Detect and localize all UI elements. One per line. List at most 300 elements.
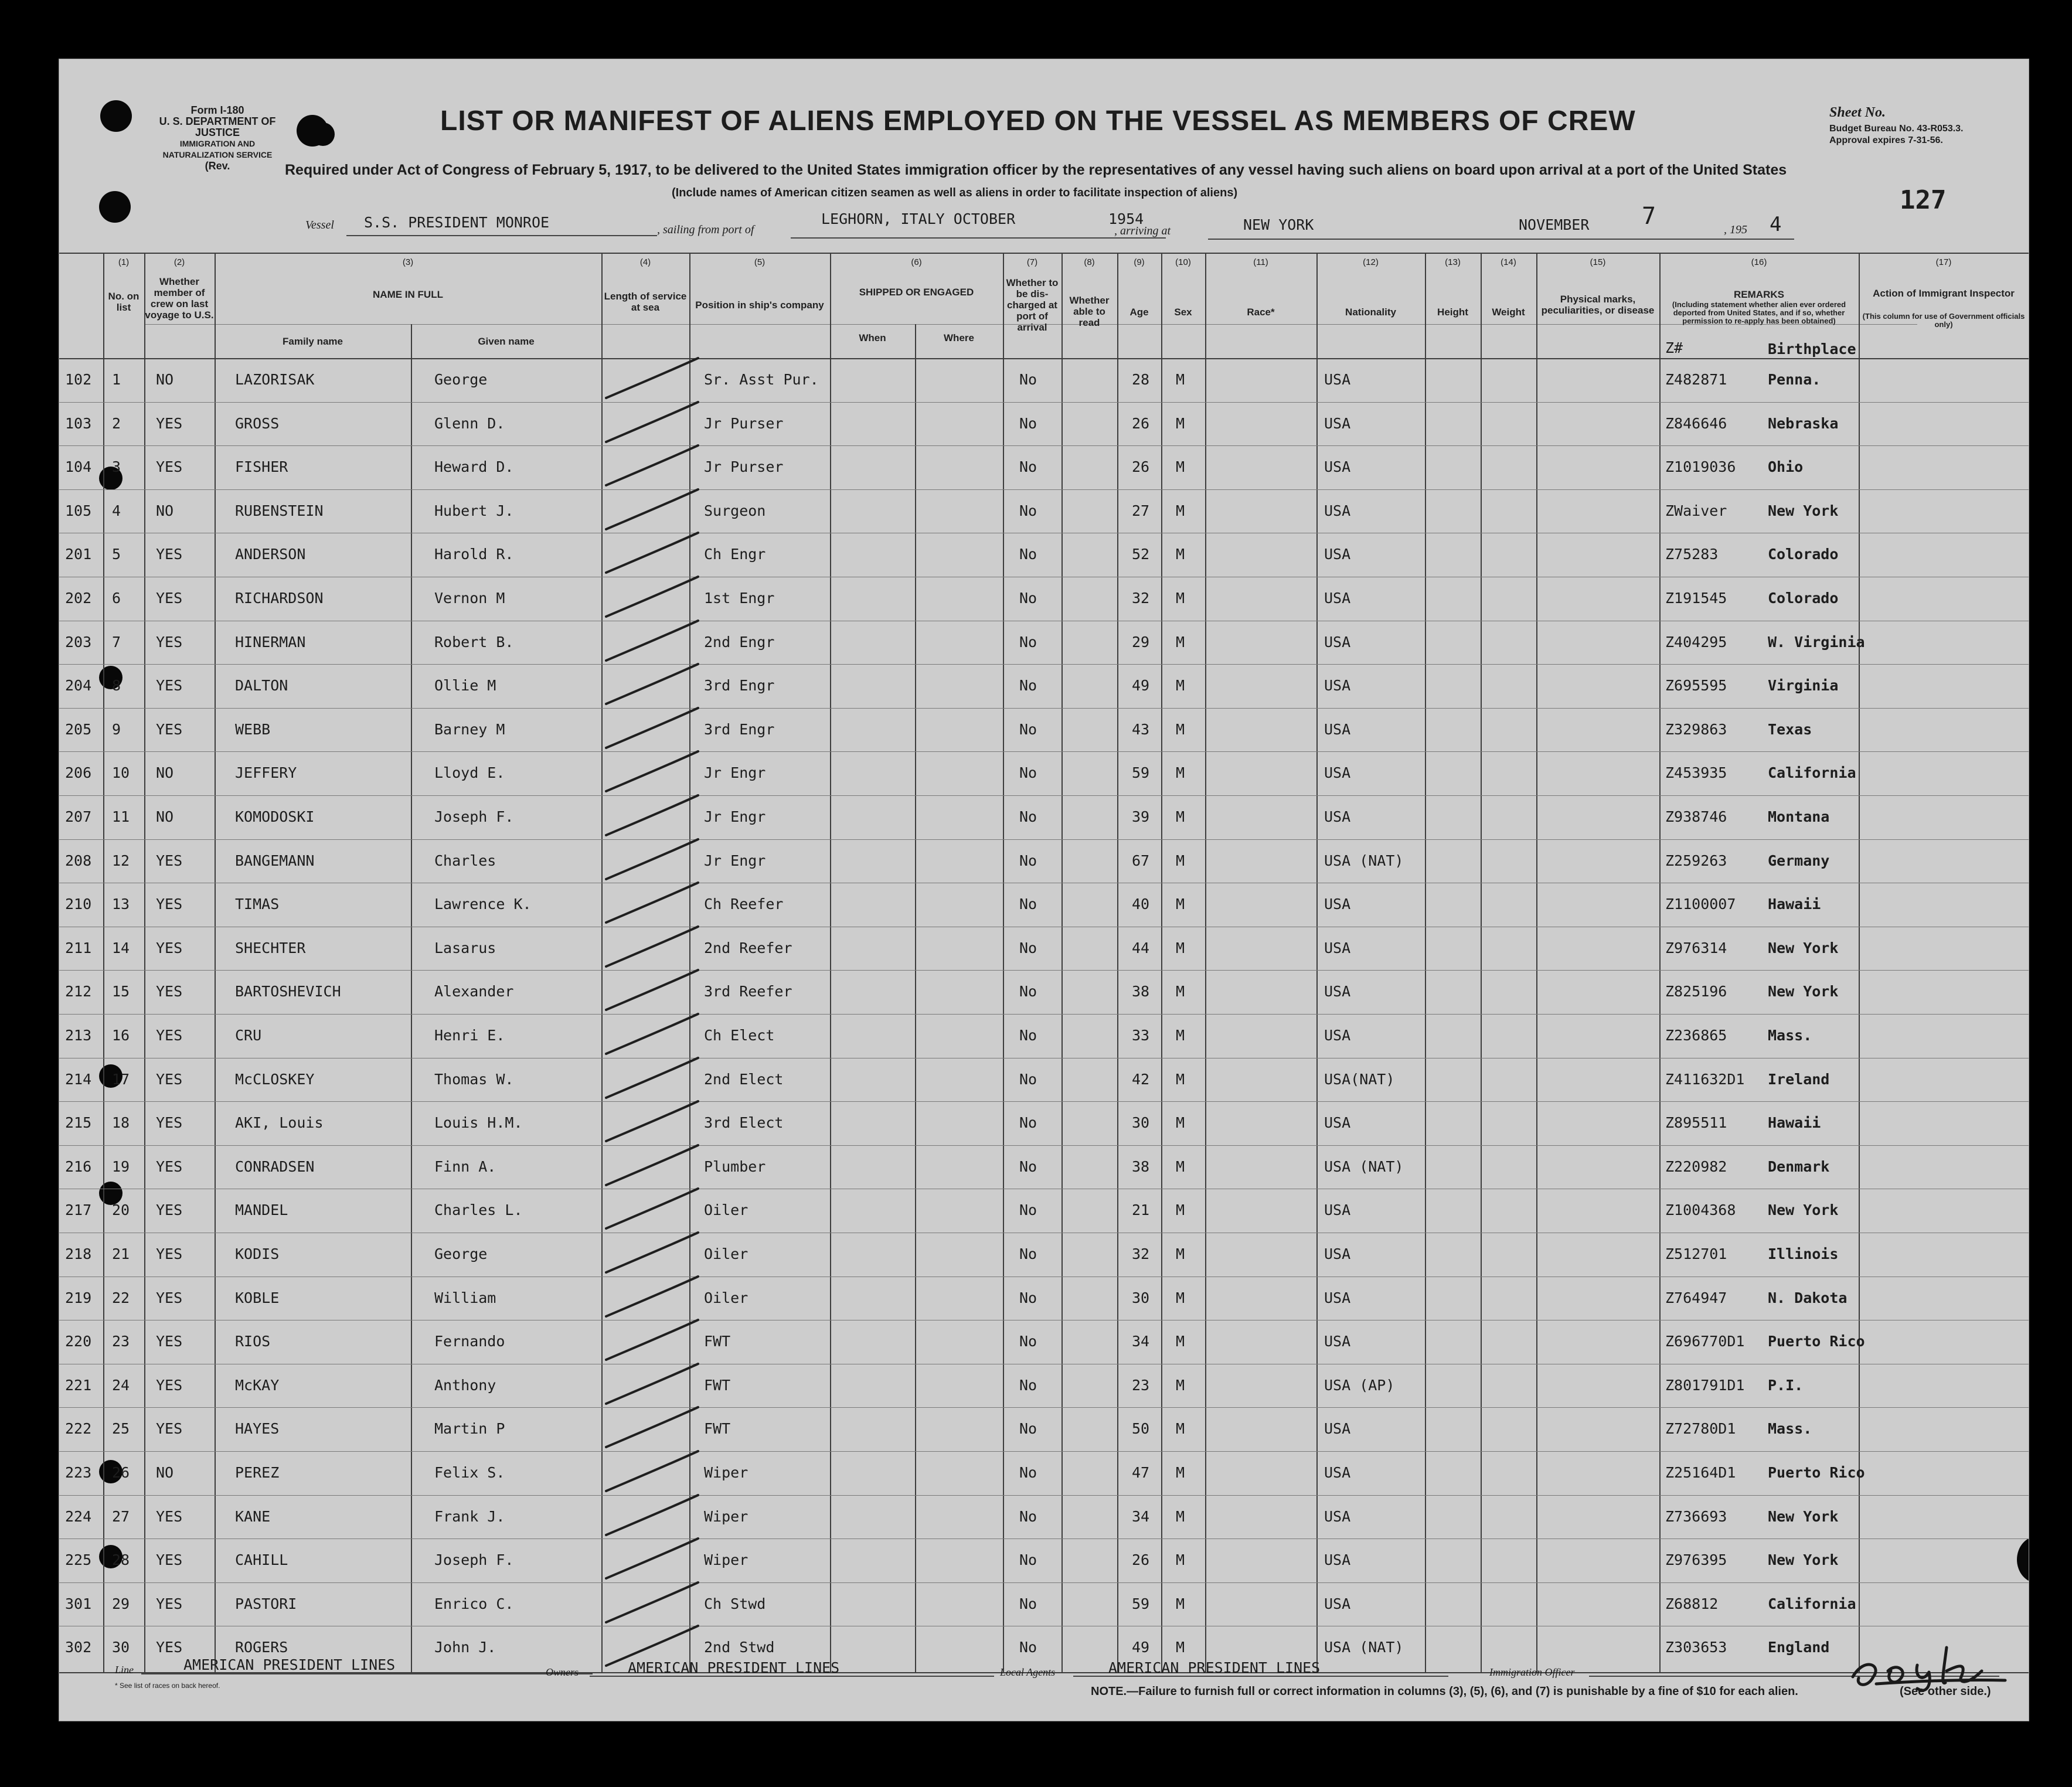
crew-age: 29 [1132,633,1150,651]
crew-family-name: BARTOSHEVICH [235,983,341,1000]
crew-discharged: No [1019,1376,1037,1394]
crew-previous-voyage: YES [156,852,183,869]
crew-sex: M [1176,1639,1185,1656]
crew-position: Jr Purser [704,414,784,432]
crew-family-name: KANE [235,1507,271,1525]
immigration-officer-label: Immigration Officer [1489,1666,1575,1678]
header-sex: Sex [1174,307,1192,318]
crew-line-code: 206 [65,764,92,782]
crew-family-name: CONRADSEN [235,1158,315,1175]
crew-z-number: Z72780D1 [1665,1420,1736,1438]
crew-nationality: USA (AP) [1324,1376,1395,1394]
crew-number: 6 [112,590,121,607]
crew-nationality: USA [1324,896,1351,913]
crew-z-number: Z191545 [1665,590,1727,607]
crew-nationality: USA [1324,1333,1351,1350]
crew-z-number: Z512701 [1665,1245,1727,1262]
crew-discharged: No [1019,458,1037,476]
crew-position: FWT [704,1420,731,1438]
crew-number: 13 [112,896,130,913]
crew-z-number: Z764947 [1665,1289,1727,1306]
crew-line-code: 202 [65,590,92,607]
row-divider [59,1582,2029,1583]
row-divider [59,1014,2029,1015]
crew-nationality: USA [1324,808,1351,825]
crew-family-name: KOMODOSKI [235,808,315,825]
header-action-of-inspector: Action of Immigrant Inspector [1873,288,2015,299]
crew-age: 59 [1132,764,1150,782]
header-family-name: Family name [283,336,343,347]
crew-age: 30 [1132,1114,1150,1132]
header-nationality: Nationality [1345,307,1396,318]
row-divider [59,402,2029,403]
crew-previous-voyage: YES [156,677,183,695]
crew-birthplace: New York [1768,502,1839,519]
crew-given-name: Enrico C. [434,1595,514,1612]
header-no-on-list: No. on list [108,291,140,313]
crew-nationality: USA [1324,1595,1351,1612]
header-physical-marks: Physical marks, peculiarities, or disease [1541,294,1655,316]
column-number: (9) [1134,257,1145,267]
crew-age: 23 [1132,1376,1150,1394]
crew-birthplace: New York [1768,1551,1839,1569]
crew-number: 17 [112,1070,130,1088]
crew-position: 2nd Elect [704,1070,784,1088]
crew-sex: M [1176,1376,1185,1394]
crew-previous-voyage: YES [156,458,183,476]
crew-z-number: Z68812 [1665,1595,1719,1612]
crew-line-code: 207 [65,808,92,825]
header-weight: Weight [1492,307,1525,318]
crew-line-code: 302 [65,1639,92,1656]
year-prefix: , 195 [1724,223,1747,236]
crew-number: 18 [112,1114,130,1132]
crew-number: 1 [112,371,121,388]
crew-discharged: No [1019,1114,1037,1132]
crew-position: Jr Purser [704,458,784,476]
crew-birthplace: California [1768,764,1856,782]
crew-age: 47 [1132,1464,1150,1481]
crew-line-code: 208 [65,852,92,869]
crew-age: 50 [1132,1420,1150,1438]
sailing-year: 1954 [1108,210,1144,227]
row-divider [59,751,2029,752]
header-discharged: Whether to be dis-charged at port of arrival [1006,277,1059,333]
crew-position: 3rd Reefer [704,983,792,1000]
crew-nationality: USA [1324,764,1351,782]
arrival-port: NEW YORK [1243,216,1314,233]
crew-nationality: USA [1324,1027,1351,1044]
crew-age: 42 [1132,1070,1150,1088]
crew-sex: M [1176,939,1185,957]
crew-given-name: Joseph F. [434,1551,514,1569]
crew-position: 2nd Reefer [704,939,792,957]
crew-age: 49 [1132,1639,1150,1656]
crew-given-name: George [434,371,488,388]
crew-discharged: No [1019,414,1037,432]
crew-birthplace: Ireland [1768,1070,1830,1088]
column-number: (11) [1253,257,1268,267]
header-where: Where [944,332,974,343]
crew-number: 14 [112,939,130,957]
crew-line-code: 203 [65,633,92,651]
crew-age: 26 [1132,1551,1150,1569]
owners-value: AMERICAN PRESIDENT LINES [628,1659,840,1676]
form-subtitle: Required under Act of Congress of February 5, 1917, to be delivered to the United States immigration officer by the representatives of any vessel having such aliens on board upon arrival at a port of the United States [285,162,1787,178]
revision-label: (Rev. [205,160,230,172]
crew-previous-voyage: YES [156,1333,183,1350]
crew-sex: M [1176,983,1185,1000]
crew-number: 5 [112,546,121,563]
crew-age: 32 [1132,590,1150,607]
form-subnote: (Include names of American citizen seamen as well as aliens in order to facilitate inspection of aliens) [672,186,1238,199]
crew-nationality: USA [1324,1114,1351,1132]
crew-birthplace: Penna. [1768,371,1821,388]
crew-given-name: Alexander [434,983,514,1000]
crew-discharged: No [1019,983,1037,1000]
header-remarks: REMARKS [1734,289,1784,300]
crew-number: 26 [112,1464,130,1481]
crew-given-name: Anthony [434,1376,496,1394]
crew-line-code: 211 [65,939,92,957]
sailing-label: , sailing from port of [657,223,754,236]
crew-birthplace: Montana [1768,808,1830,825]
crew-nationality: USA [1324,983,1351,1000]
crew-z-number: Z976314 [1665,939,1727,957]
crew-line-code: 212 [65,983,92,1000]
crew-previous-voyage: NO [156,808,174,825]
crew-previous-voyage: YES [156,939,183,957]
crew-position: Ch Elect [704,1027,775,1044]
crew-z-number: Z1019036 [1665,458,1736,476]
crew-line-code: 219 [65,1289,92,1306]
header-position: Position in ship's company [695,299,824,311]
crew-z-number: Z482871 [1665,371,1727,388]
header-height: Height [1437,307,1468,318]
row-divider [59,1495,2029,1496]
see-other-side: (See other side.) [1900,1685,1991,1698]
crew-position: 3rd Engr [704,677,775,695]
line-label: Line [115,1664,134,1676]
crew-line-code: 210 [65,896,92,913]
row-divider [59,1538,2029,1539]
crew-age: 39 [1132,808,1150,825]
crew-sex: M [1176,1158,1185,1175]
header-given-name: Given name [478,336,535,347]
crew-line-code: 220 [65,1333,92,1350]
crew-position: Surgeon [704,502,766,519]
crew-age: 21 [1132,1201,1150,1219]
crew-birthplace: New York [1768,1507,1839,1525]
crew-line-code: 218 [65,1245,92,1262]
crew-previous-voyage: NO [156,502,174,519]
crew-previous-voyage: YES [156,1595,183,1612]
crew-line-code: 213 [65,1027,92,1044]
header-whether-member: Whether member of crew on last voyage to U.S. [145,276,214,321]
crew-previous-voyage: YES [156,590,183,607]
sheet-number-label: Sheet No. [1829,105,1886,120]
crew-position: 2nd Engr [704,633,775,651]
crew-z-number: Z1100007 [1665,896,1736,913]
page-number: 127 [1900,185,1947,215]
owners-label: Owners [546,1666,579,1678]
crew-family-name: PASTORI [235,1595,297,1612]
crew-z-number: Z1004368 [1665,1201,1736,1219]
local-agents-label: Local Agents [1000,1666,1056,1678]
crew-previous-voyage: YES [156,1420,183,1438]
crew-birthplace: England [1768,1639,1830,1656]
crew-number: 11 [112,808,130,825]
crew-family-name: HINERMAN [235,633,306,651]
line-value: AMERICAN PRESIDENT LINES [183,1656,396,1673]
column-number: (7) [1026,257,1038,267]
crew-previous-voyage: YES [156,1507,183,1525]
crew-position: 2nd Stwd [704,1639,775,1656]
crew-family-name: PEREZ [235,1464,280,1481]
crew-given-name: Lloyd E. [434,764,505,782]
crew-age: 40 [1132,896,1150,913]
row-divider [59,708,2029,709]
crew-sex: M [1176,1420,1185,1438]
crew-nationality: USA [1324,720,1351,738]
crew-given-name: William [434,1289,496,1306]
local-agents-value: AMERICAN PRESIDENT LINES [1108,1659,1321,1676]
crew-birthplace: Hawaii [1768,1114,1821,1132]
column-number: (17) [1935,257,1952,267]
crew-position: Plumber [704,1158,766,1175]
column-number: (2) [173,257,185,267]
crew-nationality: USA [1324,1507,1351,1525]
crew-line-code: 221 [65,1376,92,1394]
column-number: (16) [1751,257,1767,267]
crew-position: Wiper [704,1551,748,1569]
crew-given-name: Fernando [434,1333,505,1350]
crew-previous-voyage: YES [156,896,183,913]
crew-sex: M [1176,1245,1185,1262]
crew-number: 30 [112,1639,130,1656]
crew-given-name: Heward D. [434,458,514,476]
crew-age: 44 [1132,939,1150,957]
crew-position: Jr Engr [704,808,766,825]
crew-age: 49 [1132,677,1150,695]
crew-sex: M [1176,1027,1185,1044]
crew-previous-voyage: YES [156,1027,183,1044]
crew-position: Oiler [704,1289,748,1306]
arrival-year-digit: 4 [1770,213,1782,236]
arriving-label: , arriving at [1114,224,1171,237]
crew-line-code: 201 [65,546,92,563]
crew-nationality: USA [1324,546,1351,563]
crew-nationality: USA [1324,458,1351,476]
header-when: When [859,332,886,343]
crew-birthplace: N. Dakota [1768,1289,1848,1306]
crew-discharged: No [1019,1289,1037,1306]
crew-number: 24 [112,1376,130,1394]
crew-previous-voyage: YES [156,1376,183,1394]
row-divider [59,1407,2029,1408]
crew-previous-voyage: YES [156,1551,183,1569]
crew-nationality: USA [1324,1201,1351,1219]
crew-position: Wiper [704,1507,748,1525]
crew-discharged: No [1019,1420,1037,1438]
crew-previous-voyage: NO [156,764,174,782]
crew-number: 29 [112,1595,130,1612]
crew-family-name: SHECHTER [235,939,306,957]
crew-number: 21 [112,1245,130,1262]
remarks-birthplace-label: Birthplace [1768,341,1856,358]
crew-birthplace: New York [1768,939,1839,957]
crew-family-name: ANDERSON [235,546,306,563]
crew-birthplace: Illinois [1768,1245,1839,1262]
crew-number: 10 [112,764,130,782]
crew-given-name: Glenn D. [434,414,505,432]
crew-family-name: McCLOSKEY [235,1070,315,1088]
crew-sex: M [1176,1289,1185,1306]
crew-z-number: Z895511 [1665,1114,1727,1132]
crew-z-number: Z25164D1 [1665,1464,1736,1481]
crew-line-code: 215 [65,1114,92,1132]
crew-z-number: Z75283 [1665,546,1719,563]
column-number: (13) [1445,257,1461,267]
crew-previous-voyage: YES [156,1289,183,1306]
arrival-month: NOVEMBER [1519,216,1590,233]
crew-discharged: No [1019,1201,1037,1219]
crew-family-name: JEFFERY [235,764,297,782]
crew-discharged: No [1019,808,1037,825]
crew-sex: M [1176,1507,1185,1525]
crew-nationality: USA [1324,414,1351,432]
crew-age: 27 [1132,502,1150,519]
crew-given-name: Vernon M [434,590,505,607]
row-divider [59,445,2029,446]
crew-number: 25 [112,1420,130,1438]
crew-number: 3 [112,458,121,476]
crew-nationality: USA [1324,1245,1351,1262]
crew-given-name: Felix S. [434,1464,505,1481]
crew-discharged: No [1019,1027,1037,1044]
column-number: (14) [1501,257,1516,267]
crew-nationality: USA [1324,939,1351,957]
crew-nationality: USA [1324,1289,1351,1306]
crew-z-number: Z404295 [1665,633,1727,651]
crew-sex: M [1176,1464,1185,1481]
crew-age: 26 [1132,414,1150,432]
crew-age: 52 [1132,546,1150,563]
crew-birthplace: Hawaii [1768,896,1821,913]
crew-sex: M [1176,546,1185,563]
crew-birthplace: Mass. [1768,1027,1812,1044]
crew-given-name: Henri E. [434,1027,505,1044]
row-divider [59,1101,2029,1102]
crew-number: 15 [112,983,130,1000]
crew-family-name: KOBLE [235,1289,280,1306]
crew-given-name: Martin P [434,1420,505,1438]
crew-birthplace: Denmark [1768,1158,1830,1175]
crew-family-name: RUBENSTEIN [235,502,324,519]
crew-z-number: Z976395 [1665,1551,1727,1569]
crew-z-number: Z696770D1 [1665,1333,1745,1350]
crew-z-number: Z825196 [1665,983,1727,1000]
crew-given-name: Lasarus [434,939,496,957]
crew-discharged: No [1019,371,1037,388]
form-title: LIST OR MANIFEST OF ALIENS EMPLOYED ON THE VESSEL AS MEMBERS OF CREW [440,105,1636,137]
crew-position: Oiler [704,1245,748,1262]
crew-age: 28 [1132,371,1150,388]
crew-line-code: 205 [65,720,92,738]
crew-previous-voyage: YES [156,1070,183,1088]
crew-discharged: No [1019,1158,1037,1175]
crew-family-name: WEBB [235,720,271,738]
crew-line-code: 301 [65,1595,92,1612]
vessel-label: Vessel [305,219,334,232]
crew-given-name: Frank J. [434,1507,505,1525]
crew-nationality: USA [1324,1551,1351,1569]
crew-nationality: USA(NAT) [1324,1070,1395,1088]
crew-sex: M [1176,1551,1185,1569]
crew-family-name: TIMAS [235,896,280,913]
crew-z-number: Z846646 [1665,414,1727,432]
crew-birthplace: Germany [1768,852,1830,869]
crew-given-name: Joseph F. [434,808,514,825]
crew-birthplace: California [1768,1595,1856,1612]
crew-age: 30 [1132,1289,1150,1306]
crew-nationality: USA (NAT) [1324,1158,1404,1175]
crew-discharged: No [1019,677,1037,695]
crew-family-name: CRU [235,1027,262,1044]
crew-position: Jr Engr [704,852,766,869]
crew-sex: M [1176,852,1185,869]
header-able-to-read: Whether able to read [1069,295,1110,328]
crew-position: 3rd Engr [704,720,775,738]
crew-position: Jr Engr [704,764,766,782]
crew-line-code: 204 [65,677,92,695]
crew-sex: M [1176,1333,1185,1350]
crew-number: 4 [112,502,121,519]
crew-sex: M [1176,808,1185,825]
crew-given-name: Robert B. [434,633,514,651]
crew-nationality: USA (NAT) [1324,852,1404,869]
crew-z-number: Z329863 [1665,720,1727,738]
crew-birthplace: Virginia [1768,677,1839,695]
crew-family-name: LAZORISAK [235,371,315,388]
crew-previous-voyage: YES [156,1158,183,1175]
column-number: (10) [1175,257,1191,267]
crew-sex: M [1176,1595,1185,1612]
crew-birthplace: Colorado [1768,546,1839,563]
crew-birthplace: Mass. [1768,1420,1812,1438]
crew-birthplace: Puerto Rico [1768,1333,1865,1350]
crew-discharged: No [1019,720,1037,738]
crew-number: 27 [112,1507,130,1525]
crew-family-name: CAHILL [235,1551,288,1569]
crew-discharged: No [1019,590,1037,607]
crew-given-name: Barney M [434,720,505,738]
punch-hole [2017,1536,2029,1583]
crew-sex: M [1176,633,1185,651]
crew-nationality: USA [1324,1464,1351,1481]
crew-previous-voyage: YES [156,633,183,651]
punch-hole [311,122,335,146]
crew-discharged: No [1019,1507,1037,1525]
crew-z-number: Z801791D1 [1665,1376,1745,1394]
crew-line-code: 103 [65,414,92,432]
crew-family-name: RIOS [235,1333,271,1350]
crew-number: 8 [112,677,121,695]
crew-number: 19 [112,1158,130,1175]
crew-position: Ch Engr [704,546,766,563]
crew-previous-voyage: YES [156,1639,183,1656]
crew-family-name: ROGERS [235,1639,288,1656]
